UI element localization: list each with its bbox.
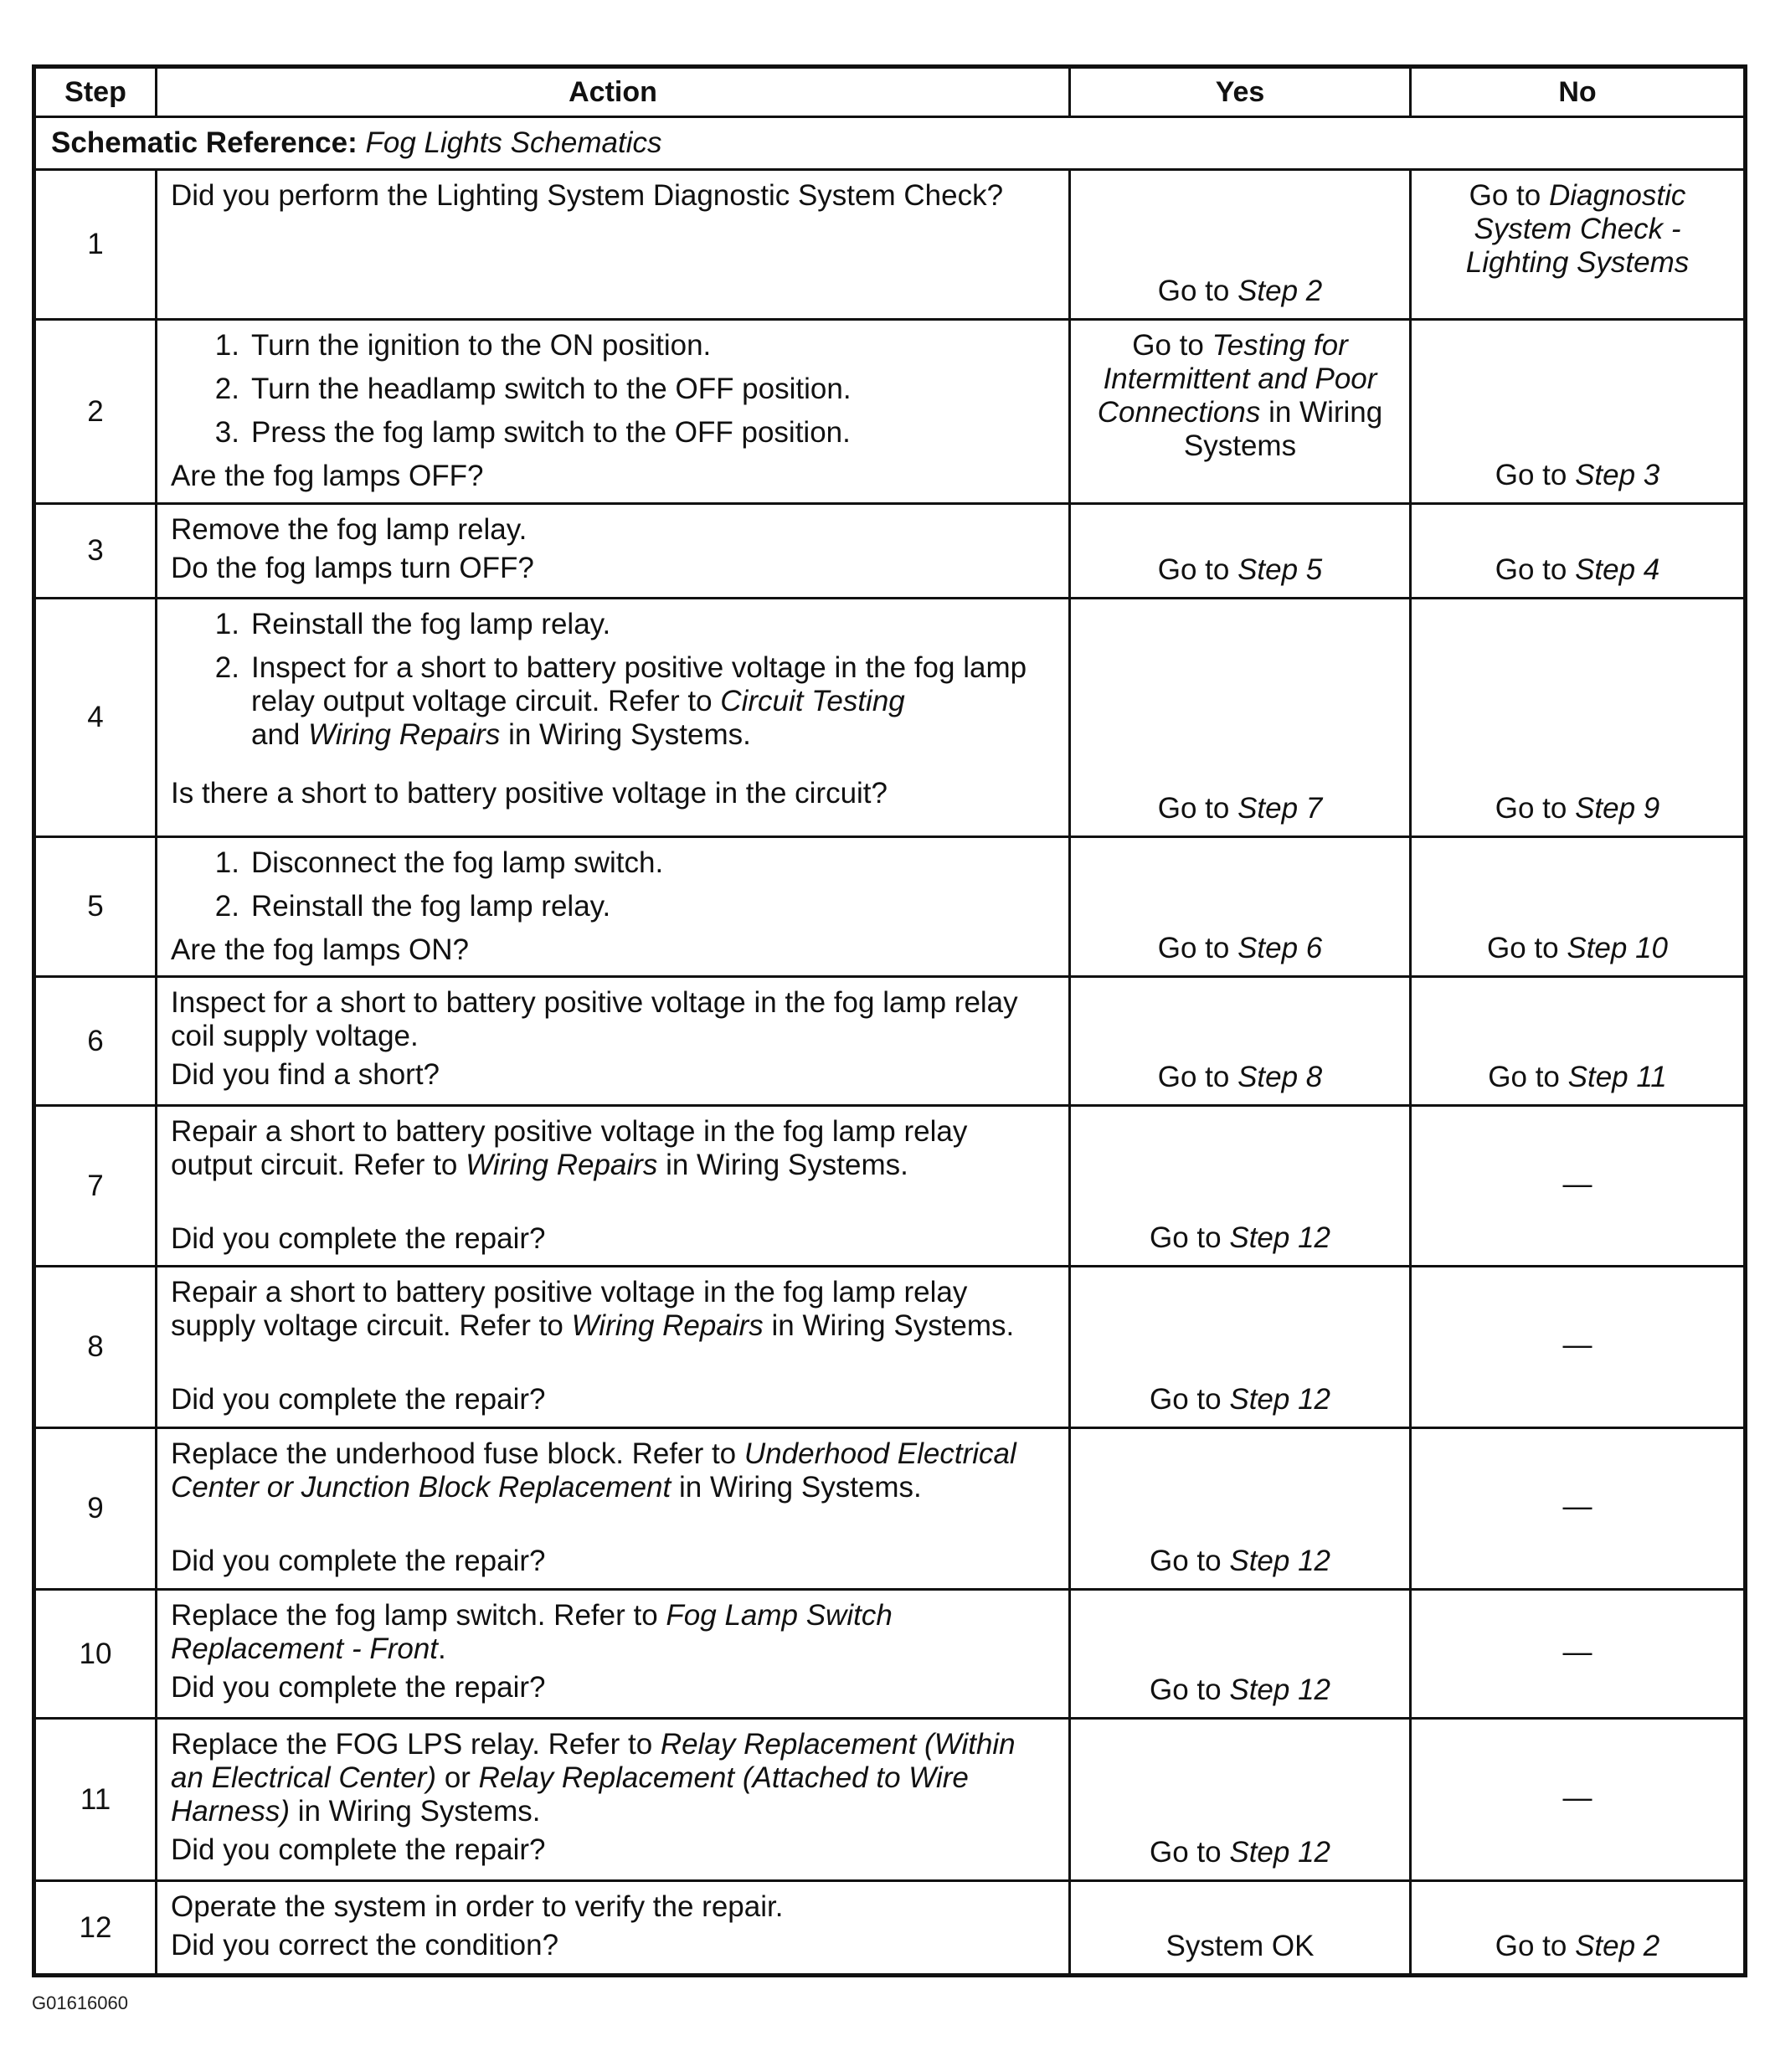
no-step-ref: Step 10	[1567, 932, 1668, 964]
action-cell	[157, 1590, 1070, 1719]
no-dash: —	[1562, 1781, 1592, 1814]
no-prefix: Go to	[1469, 179, 1541, 212]
action-text: Operate the system in order to verify the repair.	[171, 1890, 784, 1923]
table-row	[34, 599, 1746, 837]
schematic-reference	[34, 117, 1746, 170]
question-text: Did you complete the repair?	[171, 1833, 546, 1866]
action-text: Remove the fog lamp relay.	[171, 513, 527, 546]
yes-prefix: Go to	[1157, 792, 1230, 825]
question-text: Did you complete the repair?	[171, 1383, 546, 1416]
question-text: Did you find a short?	[171, 1058, 440, 1091]
no-cell	[1411, 977, 1746, 1106]
action-cell	[157, 1719, 1070, 1881]
figure-id: G01616060	[32, 1992, 128, 2013]
no-step-ref: Step 3	[1575, 459, 1660, 491]
table-row	[34, 1590, 1746, 1719]
action-text: Replace the underhood fuse block. Refer to Underhood Electrical Center or Junction Block Replacement in Wiring Systems.	[171, 1437, 1016, 1504]
action-cell	[157, 837, 1070, 977]
no-cell	[1411, 837, 1746, 977]
no-prefix: Go to	[1495, 1930, 1567, 1962]
question-text: Do the fog lamps turn OFF?	[171, 552, 534, 584]
step-number: 11	[34, 1719, 157, 1881]
yes-cell	[1070, 1590, 1411, 1719]
no-cell	[1411, 1106, 1746, 1267]
schematic-label: Schematic Reference:	[51, 126, 358, 159]
yes-step-ref: Step 12	[1229, 1836, 1330, 1869]
list-item: 3. Press the fog lamp switch to the OFF position.	[214, 416, 851, 449]
yes-prefix: Go to	[1157, 1061, 1230, 1093]
table-header-row	[34, 67, 1746, 117]
yes-cell	[1070, 1881, 1411, 1976]
no-step-ref: Step 11	[1567, 1061, 1667, 1093]
action-text: Did you perform the Lighting System Diagnostic System Check?	[171, 179, 1004, 212]
yes-prefix: Go to	[1157, 275, 1230, 307]
yes-step-ref: Step 12	[1229, 1545, 1330, 1577]
action-cell	[157, 1428, 1070, 1590]
table-row	[34, 837, 1746, 977]
no-step-ref: Step 4	[1575, 553, 1660, 586]
yes-step-ref: Step 2	[1237, 275, 1323, 307]
no-cell	[1411, 1267, 1746, 1428]
question-text: Is there a short to battery positive voltage in the circuit?	[171, 777, 888, 810]
table-row	[34, 1267, 1746, 1428]
yes-cell	[1070, 1106, 1411, 1267]
yes-prefix: Go to	[1150, 1545, 1222, 1577]
header-no: No	[1411, 67, 1746, 117]
action-cell	[157, 599, 1070, 837]
no-prefix: Go to	[1495, 459, 1567, 491]
table-row	[34, 504, 1746, 599]
yes-step-ref: Step 12	[1229, 1674, 1330, 1706]
yes-cell	[1070, 599, 1411, 837]
action-cell	[157, 977, 1070, 1106]
action-text: Replace the fog lamp switch. Refer to Fog Lamp Switch Replacement - Front.	[171, 1599, 893, 1665]
yes-prefix: Go to	[1150, 1674, 1222, 1706]
step-number: 9	[34, 1428, 157, 1590]
table-row	[34, 1106, 1746, 1267]
action-text: Inspect for a short to battery positive voltage in the fog lamp relay coil supply voltage.	[171, 986, 1018, 1052]
table-row	[34, 1719, 1746, 1881]
header-yes: Yes	[1070, 67, 1411, 117]
yes-cell	[1070, 1267, 1411, 1428]
header-step: Step	[34, 67, 157, 117]
step-number: 5	[34, 837, 157, 977]
no-prefix: Go to	[1488, 1061, 1560, 1093]
substep-list	[171, 329, 1055, 450]
action-cell	[157, 320, 1070, 504]
question-text: Did you complete the repair?	[171, 1671, 546, 1704]
table-row	[34, 977, 1746, 1106]
yes-suffix: in Wiring Systems	[1183, 396, 1383, 462]
yes-prefix: Go to	[1150, 1221, 1222, 1254]
no-dash: —	[1562, 1167, 1592, 1201]
no-cell	[1411, 504, 1746, 599]
table-row	[34, 320, 1746, 504]
list-item: 1. Disconnect the fog lamp switch.	[214, 846, 664, 879]
list-item: 2. Reinstall the fog lamp relay.	[214, 890, 611, 923]
step-number: 12	[34, 1881, 157, 1976]
table-row	[34, 1428, 1746, 1590]
no-dash: —	[1562, 1329, 1592, 1361]
no-cell	[1411, 320, 1746, 504]
list-item: 1. Turn the ignition to the ON position.	[214, 329, 712, 362]
action-cell	[157, 1881, 1070, 1976]
action-cell	[157, 170, 1070, 320]
substep-list	[171, 846, 1055, 923]
no-step-ref: Step 9	[1575, 792, 1660, 825]
action-cell	[157, 1106, 1070, 1267]
yes-step-ref: Testing for Intermittent and Poor Connections	[1097, 329, 1377, 429]
yes-cell	[1070, 977, 1411, 1106]
no-prefix: Go to	[1487, 932, 1559, 964]
no-cell	[1411, 599, 1746, 837]
step-number: 2	[34, 320, 157, 504]
step-number: 4	[34, 599, 157, 837]
list-item: 2. Turn the headlamp switch to the OFF position.	[214, 373, 852, 405]
yes-cell	[1070, 170, 1411, 320]
yes-step-ref: Step 5	[1237, 553, 1323, 586]
yes-result: System OK	[1165, 1930, 1315, 1962]
step-number: 3	[34, 504, 157, 599]
yes-cell	[1070, 504, 1411, 599]
table-row	[34, 1881, 1746, 1976]
yes-cell	[1070, 837, 1411, 977]
yes-prefix: Go to	[1132, 329, 1204, 362]
no-dash: —	[1562, 1635, 1592, 1668]
step-number: 8	[34, 1267, 157, 1428]
yes-prefix: Go to	[1157, 932, 1230, 964]
no-step-ref: Diagnostic System Check - Lighting Systems	[1465, 179, 1690, 279]
yes-cell	[1070, 320, 1411, 504]
substep-list	[171, 608, 1055, 752]
action-cell	[157, 504, 1070, 599]
question-text: Are the fog lamps OFF?	[171, 460, 484, 492]
step-number: 6	[34, 977, 157, 1106]
yes-step-ref: Step 7	[1237, 792, 1323, 825]
yes-cell	[1070, 1719, 1411, 1881]
yes-step-ref: Step 8	[1237, 1061, 1323, 1093]
no-cell	[1411, 1590, 1746, 1719]
no-step-ref: Step 2	[1575, 1930, 1660, 1962]
step-number: 7	[34, 1106, 157, 1267]
yes-prefix: Go to	[1157, 553, 1230, 586]
no-prefix: Go to	[1495, 553, 1567, 586]
yes-prefix: Go to	[1150, 1836, 1222, 1869]
yes-step-ref: Step 12	[1229, 1221, 1330, 1254]
question-text: Are the fog lamps ON?	[171, 933, 469, 966]
no-cell	[1411, 170, 1746, 320]
question-text: Did you complete the repair?	[171, 1222, 546, 1255]
step-number: 10	[34, 1590, 157, 1719]
no-cell	[1411, 1428, 1746, 1590]
list-item: 1. Reinstall the fog lamp relay.	[214, 608, 611, 640]
list-item: 2. Inspect for a short to battery positive voltage in the fog lamp relay output voltage circuit. Refer to Circuit Testing and Wiring Repairs in Wiring Systems.	[214, 651, 1027, 751]
question-text: Did you correct the condition?	[171, 1929, 559, 1961]
no-dash: —	[1562, 1490, 1592, 1523]
yes-prefix: Go to	[1150, 1383, 1222, 1416]
yes-step-ref: Step 6	[1237, 932, 1323, 964]
yes-cell	[1070, 1428, 1411, 1590]
header-action: Action	[157, 67, 1070, 117]
schematic-link: Fog Lights Schematics	[365, 126, 662, 159]
action-text: Replace the FOG LPS relay. Refer to Relay Replacement (Within an Electrical Center) or Relay Replacement (Attached to Wire Harness) in Wiring Systems.	[171, 1728, 1016, 1828]
no-cell	[1411, 1719, 1746, 1881]
table-row	[34, 170, 1746, 320]
yes-step-ref: Step 12	[1229, 1383, 1330, 1416]
question-text: Did you complete the repair?	[171, 1545, 546, 1577]
diagnostic-table	[32, 64, 1747, 1977]
no-cell	[1411, 1881, 1746, 1976]
action-cell	[157, 1267, 1070, 1428]
no-prefix: Go to	[1495, 792, 1567, 825]
schematic-reference-row	[34, 117, 1746, 170]
action-text: Repair a short to battery positive voltage in the fog lamp relay supply voltage circuit. Refer to Wiring Repairs in Wiring Systems.	[171, 1276, 1015, 1342]
step-number: 1	[34, 170, 157, 320]
action-text: Repair a short to battery positive voltage in the fog lamp relay output circuit. Refer to Wiring Repairs in Wiring Systems.	[171, 1115, 968, 1181]
